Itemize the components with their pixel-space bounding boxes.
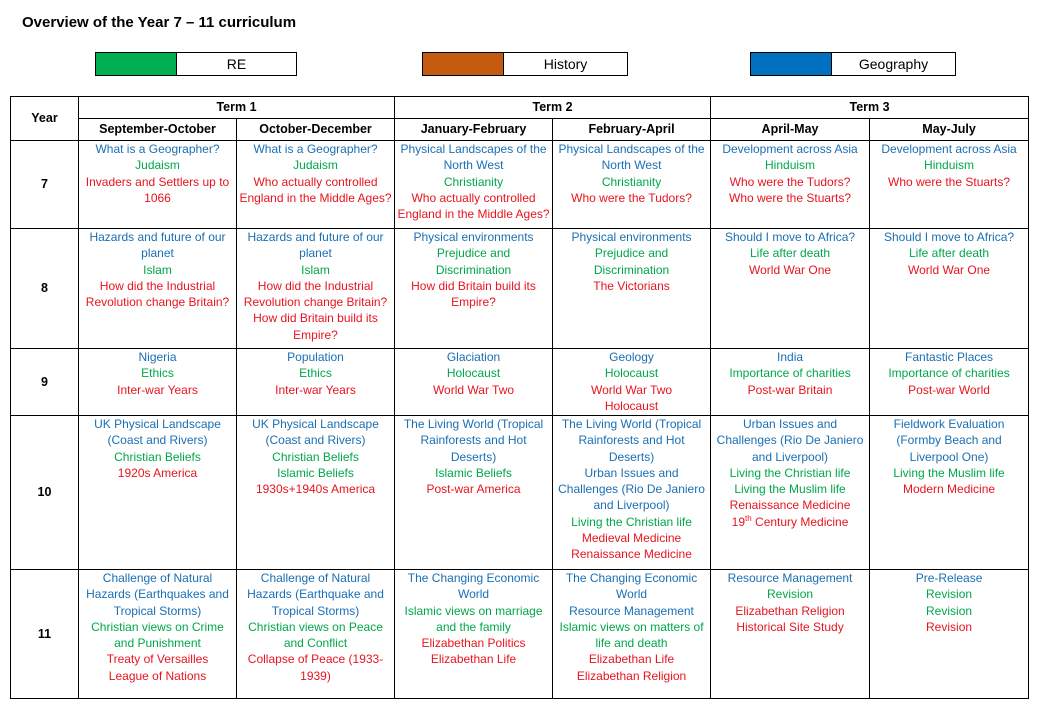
topic-geography: Should I move to Africa? — [724, 230, 856, 244]
year-cell: 9 — [11, 349, 79, 416]
topic-history: Post-war America — [426, 482, 521, 497]
topic-cell — [79, 416, 237, 570]
topic-geography: Physical Landscapes of the — [558, 142, 705, 156]
legend-geography-swatch — [751, 53, 832, 75]
topic-geography: North West — [601, 158, 662, 173]
topic-geography: Challenge of Natural — [260, 571, 371, 585]
topic-history: World War Two — [590, 382, 673, 397]
year-cell: 10 — [11, 416, 79, 570]
legend-re-swatch — [96, 53, 177, 75]
topic-geography: Geology — [609, 350, 654, 364]
topic-geography: Challenges (Rio De Janiero — [558, 482, 705, 497]
topic-cell — [870, 141, 1029, 229]
topic-cell — [79, 349, 237, 416]
period-header: April-May — [711, 119, 870, 141]
topic-cell — [711, 416, 870, 570]
topic-history: Who were the Stuarts? — [729, 190, 852, 205]
topic-geography: The Changing Economic — [565, 571, 698, 585]
topic-cell — [870, 229, 1029, 349]
legend-geography-label: Geography — [858, 56, 929, 72]
topic-history: Empire? — [293, 327, 338, 342]
topic-cell — [553, 349, 711, 416]
topic-history: 1920s America — [117, 465, 198, 480]
topic-geography: What is a Geographer? — [253, 142, 378, 156]
period-header: September-October — [79, 119, 237, 141]
topic-history: Treaty of Versailles — [106, 652, 209, 667]
topic-cell — [553, 570, 711, 699]
topic-re: Islamic views on matters of — [559, 619, 704, 634]
topic-re: Judaism — [135, 158, 180, 173]
topic-re: Revision — [926, 603, 973, 618]
topic-cell — [711, 229, 870, 349]
topic-cell — [870, 416, 1029, 570]
table-body — [11, 141, 1029, 699]
topic-cell — [237, 229, 395, 349]
topic-cell — [79, 570, 237, 699]
topic-geography: Development across Asia — [881, 142, 1017, 156]
topic-history: Who were the Tudors? — [571, 190, 692, 205]
topic-history: Revolution change Britain? — [85, 295, 230, 310]
topic-re: and Punishment — [114, 636, 201, 651]
topic-history: Post-war Britain — [747, 382, 833, 397]
term-header: Term 3 — [711, 97, 1029, 119]
topic-re: life and death — [595, 636, 668, 651]
year-cell: 11 — [11, 570, 79, 699]
topic-geography: Population — [287, 350, 344, 364]
topic-re: Christian Beliefs — [272, 449, 359, 464]
topic-history: 1066 — [144, 190, 171, 205]
topic-history: League of Nations — [108, 668, 207, 683]
topic-geography: Pre-Release — [915, 571, 983, 585]
topic-history: The Victorians — [593, 278, 670, 293]
topic-re: Holocaust — [446, 366, 501, 381]
topic-geography: Deserts) — [450, 449, 497, 464]
legend-re-label: RE — [226, 56, 247, 72]
topic-history: Elizabethan Politics — [421, 636, 526, 651]
topic-history: How did Britain build its — [253, 311, 378, 326]
topic-history: Post-war World — [908, 382, 990, 397]
topic-history: Who actually controlled — [253, 174, 378, 189]
topic-history: England in the Middle Ages? — [239, 190, 392, 205]
topic-geography: The Living World (Tropical — [561, 417, 702, 431]
topic-cell — [711, 570, 870, 699]
topic-re: Discrimination — [435, 262, 512, 277]
topic-history: Holocaust — [604, 398, 659, 413]
topic-cell — [395, 570, 553, 699]
year-cell: 8 — [11, 229, 79, 349]
legend-history — [422, 52, 628, 76]
topic-geography: Tropical Storms) — [113, 603, 202, 618]
topic-history: Inter-war Years — [275, 382, 356, 397]
topic-geography: The Living World (Tropical — [403, 417, 544, 431]
period-header: February-April — [553, 119, 711, 141]
topic-text: 19 — [731, 514, 746, 529]
topic-re: Prejudice and — [436, 246, 511, 261]
topic-geography: The Changing Economic — [407, 571, 540, 585]
topic-geography: Should I move to Africa? — [884, 230, 1015, 244]
topic-re: and the family — [436, 619, 511, 634]
topic-history: World War Two — [432, 382, 515, 397]
topic-geography: Hazards (Earthquakes and — [86, 587, 229, 602]
topic-geography: Hazards and future of our — [89, 230, 226, 244]
topic-re: Ethics — [299, 366, 332, 381]
topic-history: Elizabethan Religion — [735, 603, 845, 618]
topic-cell — [395, 229, 553, 349]
topic-re: Christian views on Crime — [91, 619, 224, 634]
topic-geography: Liverpool One) — [909, 449, 989, 464]
topic-geography: and Liverpool) — [752, 449, 829, 464]
topic-geography: Physical environments — [413, 230, 534, 244]
topic-history: Empire? — [451, 295, 496, 310]
topic-re: Christian Beliefs — [114, 449, 201, 464]
topic-re: Islam — [301, 262, 330, 277]
topic-re: Christian views on Peace — [248, 619, 383, 634]
topic-geography: UK Physical Landscape — [94, 417, 221, 431]
topic-geography: Urban Issues and — [743, 417, 838, 431]
topic-cell — [553, 229, 711, 349]
topic-geography: Physical environments — [571, 230, 692, 244]
topic-history: Elizabethan Life — [588, 652, 675, 667]
topic-history: World War One — [749, 262, 832, 277]
topic-geography: Resource Management — [569, 603, 694, 618]
topic-re: Islamic Beliefs — [277, 465, 354, 480]
topic-geography: Deserts) — [608, 449, 655, 464]
topic-cell — [553, 416, 711, 570]
topic-history: How did the Industrial — [99, 278, 216, 293]
topic-re: Prejudice and — [594, 246, 669, 261]
topic-geography: What is a Geographer? — [95, 142, 220, 156]
topic-geography: planet — [141, 246, 174, 261]
topic-cell — [395, 349, 553, 416]
topic-geography: Fantastic Places — [905, 350, 994, 364]
curriculum-table — [10, 96, 1029, 699]
topic-cell — [237, 416, 395, 570]
topic-re: Islam — [143, 262, 172, 277]
topic-history: Modern Medicine — [903, 482, 996, 497]
topic-geography: World — [615, 587, 648, 602]
topic-history: Renaissance Medicine — [571, 547, 692, 562]
topic-geography: Glaciation — [446, 350, 501, 364]
topic-history: Medieval Medicine — [581, 531, 682, 546]
topic-history: How did Britain build its — [411, 278, 536, 293]
topic-geography: Resource Management — [727, 571, 853, 585]
table-row — [11, 349, 1029, 416]
topic-cell — [79, 229, 237, 349]
topic-re: Life after death — [750, 246, 831, 261]
term-header: Term 1 — [79, 97, 395, 119]
topic-re: Judaism — [293, 158, 338, 173]
topic-history: World War One — [908, 262, 991, 277]
topic-re: Islamic Beliefs — [435, 465, 512, 480]
topic-cell — [395, 416, 553, 570]
topic-geography: India — [777, 350, 804, 364]
topic-history: Who actually controlled — [411, 190, 536, 205]
topic-history: England in the Middle Ages? — [397, 207, 550, 222]
topic-re: Living the Muslim life — [893, 465, 1005, 480]
topic-cell — [395, 141, 553, 229]
year-cell: 7 — [11, 141, 79, 229]
topic-re: Life after death — [909, 246, 990, 261]
legend-re — [95, 52, 297, 76]
topic-geography: Rainforests and Hot — [578, 433, 685, 448]
topic-geography: World — [457, 587, 490, 602]
legend-geography — [750, 52, 956, 76]
topic-history: Collapse of Peace (1933- — [247, 652, 384, 667]
topic-geography: UK Physical Landscape — [252, 417, 379, 431]
topic-re: Discrimination — [593, 262, 670, 277]
topic-history: 1930s+1940s America — [255, 482, 376, 497]
topic-re: Living the Muslim life — [734, 482, 846, 497]
year-header: Year — [11, 97, 79, 141]
topic-history — [713, 514, 867, 530]
topic-cell — [553, 141, 711, 229]
topic-history: 1939) — [300, 668, 331, 683]
topic-re: Importance of charities — [888, 366, 1010, 381]
topic-geography: and Liverpool) — [593, 498, 670, 513]
topic-geography: (Coast and Rivers) — [265, 433, 366, 448]
table-row — [11, 141, 1029, 229]
topic-history: Invaders and Settlers up to — [85, 174, 230, 189]
topic-re: Hinduism — [924, 158, 975, 173]
topic-re: Holocaust — [604, 366, 659, 381]
topic-history: Historical Site Study — [736, 619, 844, 634]
topic-geography: Challenges (Rio De Janiero — [716, 433, 864, 448]
table-row — [11, 570, 1029, 699]
topic-geography: Rainforests and Hot — [420, 433, 527, 448]
topic-cell — [870, 349, 1029, 416]
topic-geography: North West — [443, 158, 504, 173]
topic-re: Revision — [767, 587, 814, 602]
topic-geography: Physical Landscapes of the — [400, 142, 547, 156]
period-header: May-July — [870, 119, 1029, 141]
topic-history: Who were the Stuarts? — [888, 174, 1011, 189]
page-title: Overview of the Year 7 – 11 curriculum — [22, 14, 297, 31]
topic-cell — [711, 141, 870, 229]
period-header: October-December — [237, 119, 395, 141]
topic-geography: Development across Asia — [722, 142, 858, 156]
topic-geography: Hazards (Earthquake and — [247, 587, 384, 602]
topic-history: Inter-war Years — [117, 382, 198, 397]
topic-cell — [79, 141, 237, 229]
topic-re: and Conflict — [283, 636, 348, 651]
topic-re: Hinduism — [765, 158, 816, 173]
topic-re: Islamic views on marriage — [404, 603, 543, 618]
topic-geography: Tropical Storms) — [271, 603, 360, 618]
topic-geography: planet — [299, 246, 332, 261]
topic-re: Revision — [926, 587, 973, 602]
topic-cell — [237, 141, 395, 229]
topic-history: Elizabethan Life — [430, 652, 517, 667]
topic-re: Christianity — [601, 174, 662, 189]
topic-history: Who were the Tudors? — [729, 174, 851, 189]
table-row — [11, 416, 1029, 570]
topic-geography: Urban Issues and — [584, 465, 679, 480]
topic-text: Century Medicine — [751, 514, 849, 529]
topic-superscript: th — [745, 513, 752, 523]
legend-history-label: History — [543, 56, 588, 72]
topic-re: Importance of charities — [729, 366, 851, 381]
topic-history: How did the Industrial — [257, 278, 374, 293]
topic-history: Elizabethan Religion — [576, 668, 687, 683]
topic-history: Revision — [926, 619, 973, 634]
topic-geography: Fieldwork Evaluation — [893, 417, 1005, 431]
topic-cell — [237, 570, 395, 699]
topic-geography: Nigeria — [138, 350, 177, 364]
topic-re: Ethics — [141, 366, 174, 381]
topic-cell — [237, 349, 395, 416]
topic-history: Revolution change Britain? — [243, 295, 388, 310]
topic-geography: Challenge of Natural — [102, 571, 213, 585]
term-header: Term 2 — [395, 97, 711, 119]
topic-cell — [711, 349, 870, 416]
topic-re: Living the Christian life — [571, 514, 692, 529]
topic-geography: Hazards and future of our — [247, 230, 384, 244]
topic-history: Renaissance Medicine — [729, 498, 851, 513]
topic-geography: (Formby Beach and — [896, 433, 1002, 448]
topic-cell — [870, 570, 1029, 699]
topic-geography: (Coast and Rivers) — [107, 433, 208, 448]
topic-re: Christianity — [443, 174, 504, 189]
legend-history-swatch — [423, 53, 504, 75]
topic-re: Living the Christian life — [729, 465, 851, 480]
table-row — [11, 229, 1029, 349]
period-header: January-February — [395, 119, 553, 141]
